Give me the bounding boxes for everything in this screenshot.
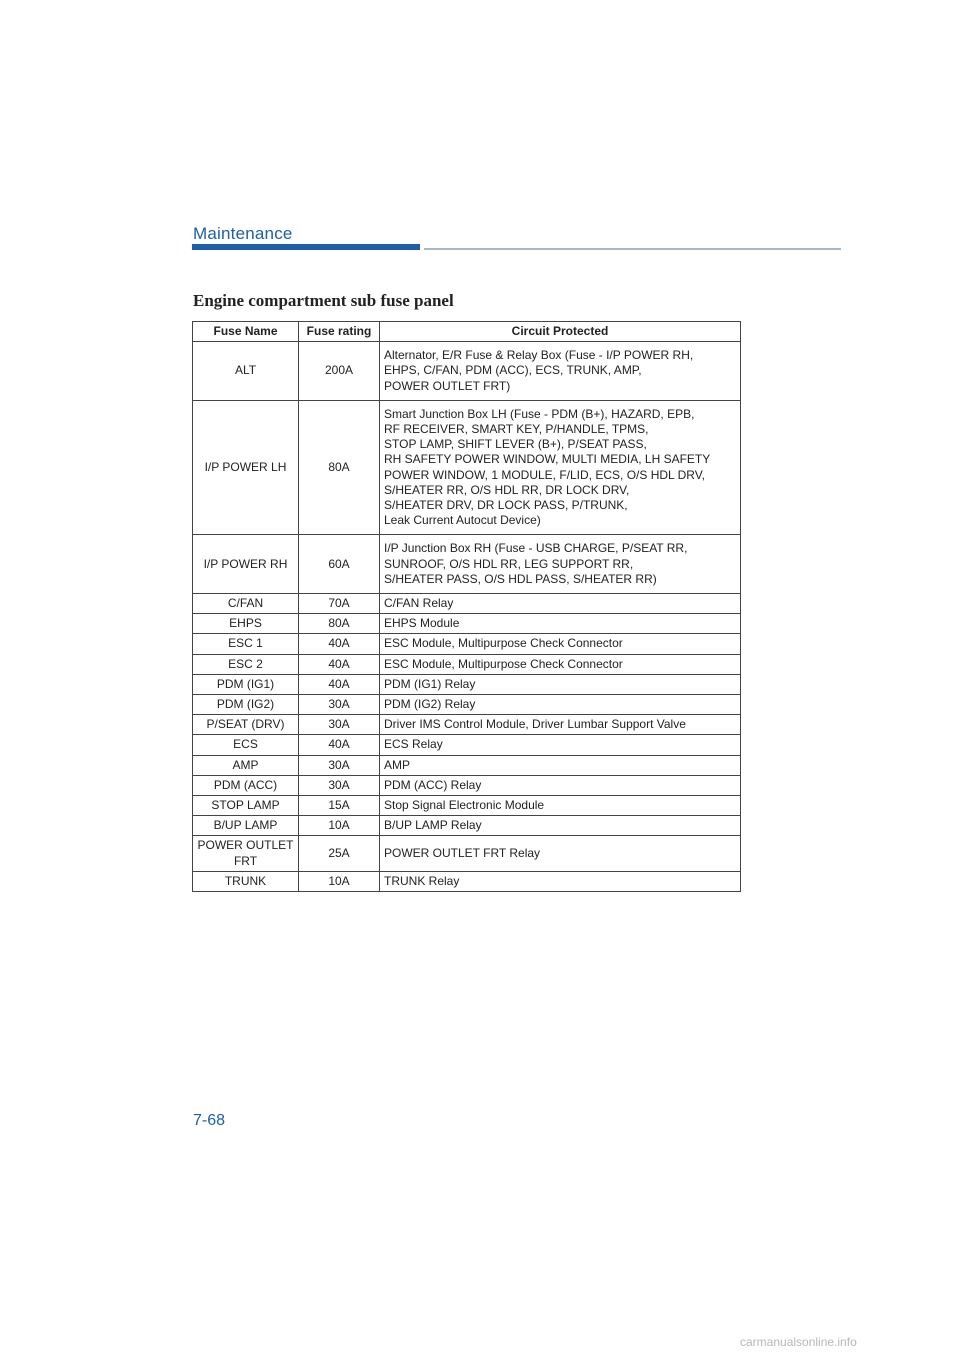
fuse-rating-cell: 40A [299, 634, 380, 654]
circuit-protected-cell: Alternator, E/R Fuse & Relay Box (Fuse - I/P POWER RH, EHPS, C/FAN, PDM (ACC), ECS, TRUNK, AMP, POWER OUTLET FRT) [380, 342, 741, 401]
table-row [193, 614, 741, 634]
table-row [193, 695, 741, 715]
fuse-rating-cell: 30A [299, 775, 380, 795]
fuse-name-cell: TRUNK [193, 871, 299, 891]
page-title: Engine compartment sub fuse panel [193, 291, 454, 310]
fuse-rating-cell: 10A [299, 871, 380, 891]
fuse-name-cell: ALT [193, 342, 299, 401]
table-row [193, 400, 741, 535]
column-header-fuse-name: Fuse Name [193, 322, 299, 342]
fuse-rating-cell: 40A [299, 674, 380, 694]
fuse-name-cell: POWER OUTLET FRT [193, 836, 299, 871]
fuse-rating-cell: 30A [299, 755, 380, 775]
table-row [193, 342, 741, 401]
fuse-name-cell: PDM (IG1) [193, 674, 299, 694]
column-header-circuit-protected: Circuit Protected [380, 322, 741, 342]
fuse-rating-cell: 70A [299, 594, 380, 614]
circuit-protected-cell: B/UP LAMP Relay [380, 816, 741, 836]
table-row [193, 535, 741, 594]
fuse-rating-cell: 200A [299, 342, 380, 401]
fuse-table-body [193, 342, 741, 892]
circuit-protected-cell: AMP [380, 755, 741, 775]
fuse-name-cell: I/P POWER RH [193, 535, 299, 594]
fuse-rating-cell: 80A [299, 614, 380, 634]
fuse-name-cell: B/UP LAMP [193, 816, 299, 836]
fuse-name-cell: I/P POWER LH [193, 400, 299, 535]
fuse-name-cell: ESC 1 [193, 634, 299, 654]
table-row [193, 735, 741, 755]
table-row [193, 594, 741, 614]
table-row [193, 816, 741, 836]
fuse-rating-cell: 10A [299, 816, 380, 836]
fuse-rating-cell: 40A [299, 735, 380, 755]
watermark: carmanualsonline.info [740, 1335, 857, 1349]
header-rule [424, 248, 841, 250]
fuse-name-cell: P/SEAT (DRV) [193, 715, 299, 735]
table-header-row [193, 322, 741, 342]
circuit-protected-cell: ESC Module, Multipurpose Check Connector [380, 654, 741, 674]
fuse-rating-cell: 25A [299, 836, 380, 871]
header-accent-bar [192, 244, 420, 250]
fuse-name-cell: PDM (ACC) [193, 775, 299, 795]
circuit-protected-cell: Driver IMS Control Module, Driver Lumbar Support Valve [380, 715, 741, 735]
table-row [193, 715, 741, 735]
circuit-protected-cell: PDM (IG2) Relay [380, 695, 741, 715]
table-row [193, 775, 741, 795]
fuse-rating-cell: 60A [299, 535, 380, 594]
fuse-name-cell: STOP LAMP [193, 796, 299, 816]
table-row [193, 796, 741, 816]
circuit-protected-cell: Stop Signal Electronic Module [380, 796, 741, 816]
fuse-rating-cell: 80A [299, 400, 380, 535]
circuit-protected-cell: POWER OUTLET FRT Relay [380, 836, 741, 871]
page-number: 7-68 [193, 1112, 226, 1129]
fuse-name-cell: AMP [193, 755, 299, 775]
table-row [193, 836, 741, 871]
fuse-rating-cell: 15A [299, 796, 380, 816]
table-row [193, 634, 741, 654]
fuse-name-cell: ESC 2 [193, 654, 299, 674]
circuit-protected-cell: C/FAN Relay [380, 594, 741, 614]
circuit-protected-cell: ECS Relay [380, 735, 741, 755]
section-header-title: Maintenance [193, 224, 293, 243]
circuit-protected-cell: TRUNK Relay [380, 871, 741, 891]
circuit-protected-cell: ESC Module, Multipurpose Check Connector [380, 634, 741, 654]
fuse-name-cell: PDM (IG2) [193, 695, 299, 715]
table-row [193, 654, 741, 674]
circuit-protected-cell: PDM (IG1) Relay [380, 674, 741, 694]
fuse-rating-cell: 30A [299, 695, 380, 715]
fuse-table [192, 321, 741, 892]
table-row [193, 674, 741, 694]
fuse-name-cell: C/FAN [193, 594, 299, 614]
circuit-protected-cell: I/P Junction Box RH (Fuse - USB CHARGE, P/SEAT RR, SUNROOF, O/S HDL RR, LEG SUPPORT RR, S/HEATER PASS, O/S HDL PASS, S/HEATER RR) [380, 535, 741, 594]
table-row [193, 871, 741, 891]
circuit-protected-cell: EHPS Module [380, 614, 741, 634]
table-row [193, 755, 741, 775]
fuse-rating-cell: 40A [299, 654, 380, 674]
fuse-rating-cell: 30A [299, 715, 380, 735]
circuit-protected-cell: Smart Junction Box LH (Fuse - PDM (B+), HAZARD, EPB, RF RECEIVER, SMART KEY, P/HANDLE, TPMS, STOP LAMP, SHIFT LEVER (B+), P/SEAT PASS, RH SAFETY POWER WINDOW, MULTI MEDIA, LH SAFETY POWER WINDOW, 1 MODULE, F/LID, ECS, O/S HDL DRV, S/HEATER RR, O/S HDL RR, DR LOCK DRV, S/HEATER DRV, DR LOCK PASS, P/TRUNK, Leak Current Autocut Device) [380, 400, 741, 535]
circuit-protected-cell: PDM (ACC) Relay [380, 775, 741, 795]
column-header-fuse-rating: Fuse rating [299, 322, 380, 342]
fuse-name-cell: EHPS [193, 614, 299, 634]
fuse-name-cell: ECS [193, 735, 299, 755]
